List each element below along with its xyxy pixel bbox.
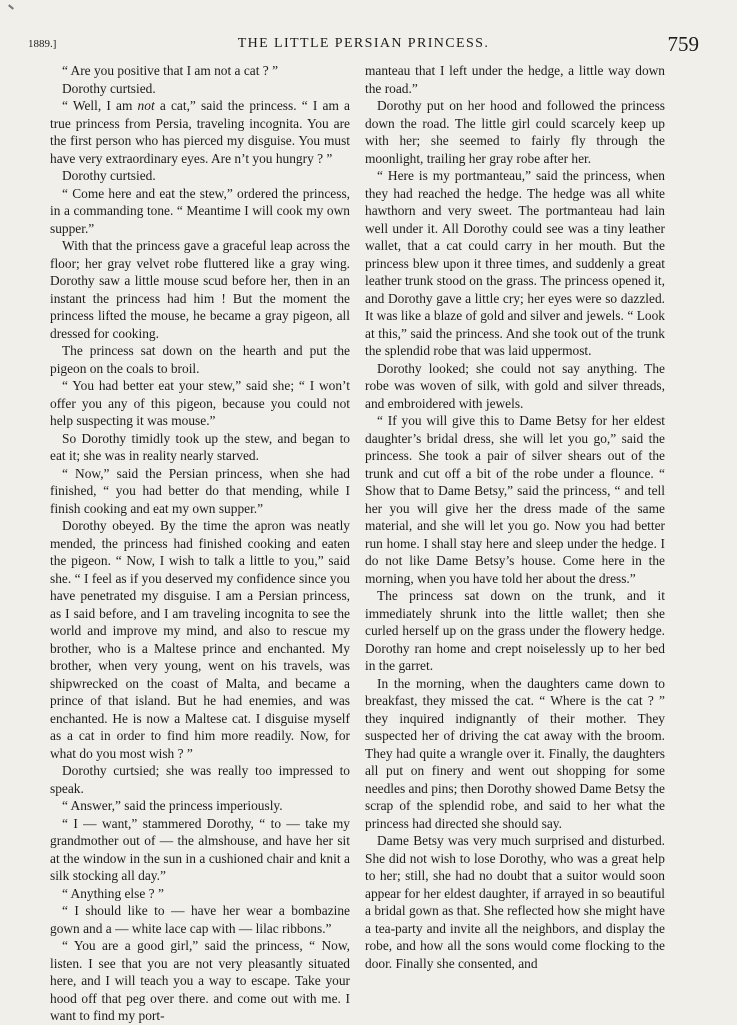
paragraph: The princess sat down on the hearth and put the pigeon on the coals to broil. <box>50 343 350 376</box>
corner-mark <box>8 4 14 9</box>
paragraph: With that the princess gave a graceful leap across the floor; her gray velvet robe fluttered like a gray wing. Dorothy saw a little mouse scud before her, then in an instant the princess had him ! But the moment the princess lifted the mouse, he became a gray pigeon, all dressed for cooking. <box>50 238 350 341</box>
paragraph: Dame Betsy was very much surprised and disturbed. She did not wish to lose Dorothy, who was a great help to her; still, she had no doubt that a suitor would soon appear for her eldest daughter, if arrayed in so beautiful a bridal gown as that. She reflected how she might have a tea-party and invite all the neighbors, and display the robe, and how all the sons would come flocking to the door. Finally she consented, and <box>365 833 665 971</box>
paragraph: Dorothy curtsied; she was really too impressed to speak. <box>50 763 350 796</box>
paragraph: “ Here is my portmanteau,” said the princess, when they had reached the hedge. The hedge was all white hawthorn and very sweet. The portmanteau had lain well under it. All Dorothy could see was a tiny leather wallet, that a cat could carry in her mouth. But the princess blew upon it three times, and suddenly a great leather trunk stood on the grass. The princess opened it, and Dorothy gave a little cry; her eyes were so dazzled. It was like a blaze of gold and silver and jewels. “ Look at this,” said the princess. And she took out of the trunk the splendid robe that was laid uppermost. <box>365 168 665 358</box>
paragraph: The princess sat down on the trunk, and it immediately shrunk into the little wallet; then she curled herself up on the grass under the flowery hedge. Dorothy ran home and crept noiselessly up to her bed in the garret. <box>365 588 665 673</box>
page-number: 759 <box>667 32 699 56</box>
paragraph: “ You had better eat your stew,” said she; “ I won’t offer you any of this pigeon, because you could not help suspecting it was mouse.” <box>50 378 350 428</box>
left-column <box>50 62 350 1025</box>
paragraph: manteau that I left under the hedge, a little way down the road.” <box>365 63 665 96</box>
paragraph: Dorothy put on her hood and followed the princess down the road. The little girl could scarcely keep up with her; she seemed to fairly fly through the moonlight, trailing her gray robe after her. <box>365 98 665 166</box>
paragraph: “ Come here and eat the stew,” ordered the princess, in a commanding tone. “ Meantime I will cook my own supper.” <box>50 185 350 236</box>
paragraph: Dorothy obeyed. By the time the apron was neatly mended, the princess had finished cooking and eaten the pigeon. “ Now, I wish to talk a little to you,” said she. “ I feel as if you deserved my confidence since you have penetrated my disguise. I am a Persian princess, as I said before, and I am traveling incognita to see the world and improve my mind, and also to rescue my brother, who is a Maltese prince and enchanted. My brother, when very young, went on his travels, was shipwrecked on the coast of Malta, and became a prince of that island. But he had enemies, and was enchanted. He is now a Maltese cat. I disguise myself as a cat in order to find him more readily. Now, for what do you most wish ? ” <box>50 518 350 761</box>
paragraph: “ I — want,” stammered Dorothy, “ to — take my grandmother out of — the almshouse, and have her sit at the window in the sun in a cushioned chair and knit a silk stocking all day.” <box>50 815 350 883</box>
paragraph: So Dorothy timidly took up the stew, and began to eat it; she was in reality nearly starved. <box>50 430 350 463</box>
paragraph: “ Are you positive that I am not a cat ? ” <box>62 63 279 78</box>
paragraph: “ You are a good girl,” said the princess, “ Now, listen. I see that you are not very pleasantly situated here, and I will teach you a way to escape. Take your hood off that peg over there. and come out with me. I want to find my port- <box>50 938 350 1023</box>
paragraph: “ Answer,” said the princess imperiously. <box>62 798 283 813</box>
paragraph: “ Anything else ? ” <box>62 885 164 901</box>
paragraph: “ Now,” said the Persian princess, when she had finished, “ you had better do that mending, while I finish cooking and eat my own supper.” <box>50 465 350 516</box>
running-title: THE LITTLE PERSIAN PRINCESS. <box>237 36 490 51</box>
running-header <box>28 32 699 56</box>
paragraph: “ I should like to — have her wear a bombazine gown and a — white lace cap with — lilac ribbons.” <box>50 903 350 936</box>
paragraph: Dorothy curtsied. <box>62 168 156 183</box>
paragraph: “ If you will give this to Dame Betsy for her eldest daughter’s bridal dress, she will let you go,” said the princess. She took a pair of silver shears out of the trunk and cut off a bit of the robe under a flounce. “ Show that to Dame Betsy,” said the princess, “ and tell her you will give her the dress made of the same material, and she will let you go. Now you had better run home. I shall stay here and sleep under the hedge. I do not like Dame Betsy’s house. Come here in the morning, when you have told her about the dress.” <box>365 413 665 586</box>
paragraph: In the morning, when the daughters came down to breakfast, they missed the cat. “ Where is the cat ? ” they inquired indignantly of their mother. They suspected her of driving the cat away with the broom. They had quite a wrangle over it. Finally, the daughters all put on finery and went out shopping for some needles and pins; then Dorothy showed Dame Betsy the scrap of the splendid robe, and said to her what the princess had directed she should say. <box>365 675 665 831</box>
paragraph: Dorothy looked; she could not say anything. The robe was woven of silk, with gold and silver threads, and embroidered with jewels. <box>365 360 665 411</box>
issue-date: 1889.] <box>28 38 57 50</box>
paragraph: Dorothy curtsied. <box>62 80 156 96</box>
right-column <box>365 62 665 972</box>
paragraph: “ Well, I am not a cat,” said the princess. “ I am a true princess from Persia, traveling incognita. You are the first person who has pierced my disguise. You must have very extraordinary eyes. Are n’t you hungry ? ” <box>50 98 350 166</box>
